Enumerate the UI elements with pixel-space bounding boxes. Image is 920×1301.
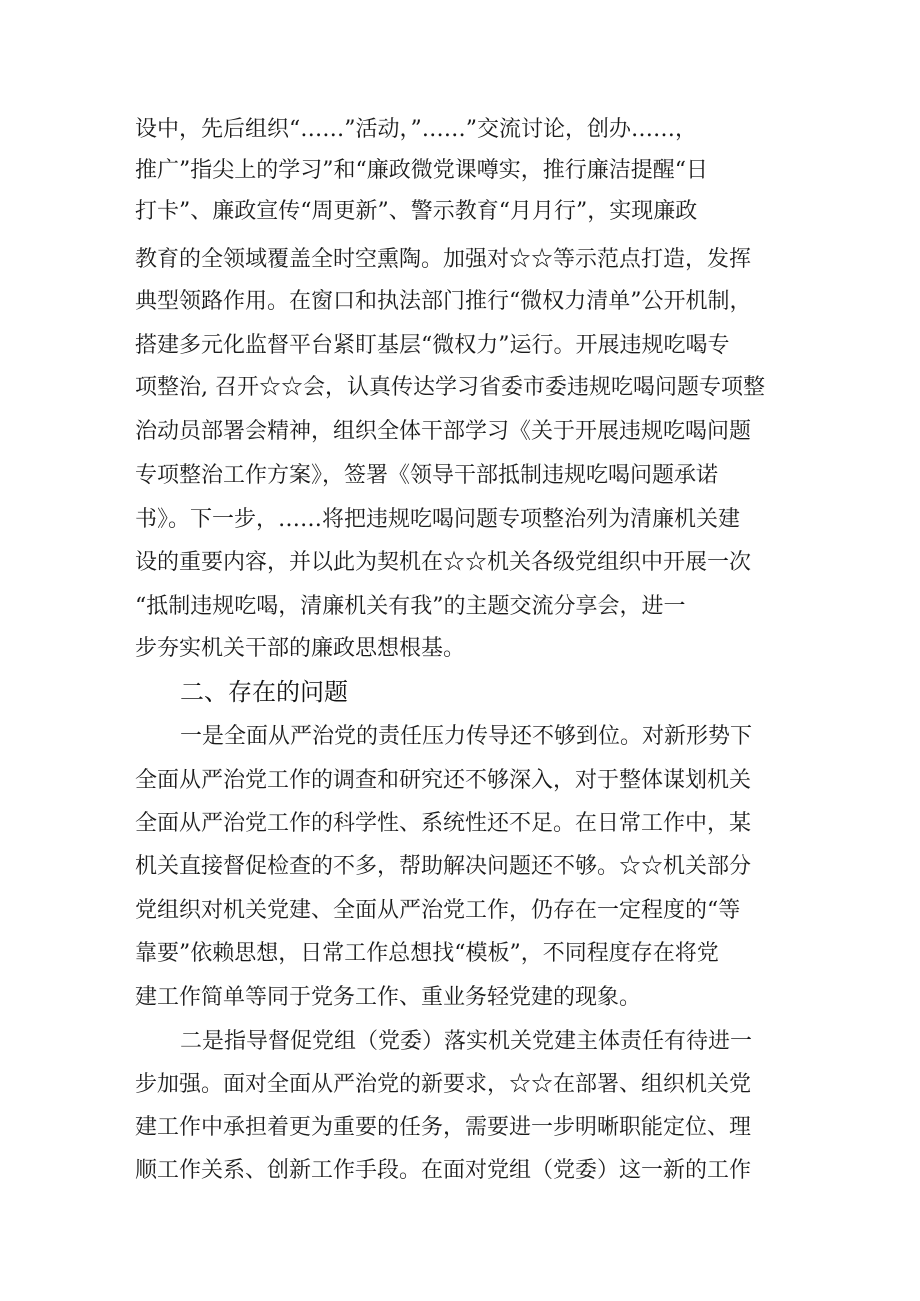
paragraph-1-line-12: “抵制违规吃喝，清廉机关有我”的主题交流分享会，进一 [135,594,686,619]
paragraph-1-line-11: 设的重要内容，并以此为契机在☆☆机关各级党组织中开展一次 [135,550,752,575]
paragraph-1-line-5: 典型领路作用。在窗口和执法部门推行“微权力清单”公开机制， [135,289,752,314]
paragraph-1-line-3: 打卡”、廉政宣传“周更新”、警示教育“月月行”，实现廉政 [135,199,698,224]
paragraph-3-line-1: 二是指导督促党组（党委）落实机关党建主体责任有待进一 [180,1029,753,1054]
paragraph-3-line-2: 步加强。面对全面从严治党的新要求，☆☆在部署、组织机关党 [135,1072,752,1097]
paragraph-1-line-9: 专项整治工作方案》，签署《领导干部抵制违规吃喝问题承诺 [135,463,719,488]
paragraph-1-line-1: 设中，先后组织“……”活动，”……”交流讨论，创办……， [135,117,697,142]
paragraph-1-line-13: 步夯实机关干部的廉政思想根基。 [135,636,466,661]
paragraph-1-line-7: 项整治, 召开☆☆会，认真传达学习省委市委违规吃喝问题专项整 [135,375,765,400]
paragraph-2-line-1: 一是全面从严治党的责任压力传导还不够到位。对新形势下 [180,724,753,749]
paragraph-1-line-10: 书》。下一步，……将把违规吃喝问题专项整治列为清廉机关建 [135,507,741,532]
paragraph-2-line-6: 靠要”依赖思想，日常工作总想找“模板”，不同程度存在将党 [135,941,719,966]
paragraph-2-line-3: 全面从严治党工作的科学性、系统性还不足。在日常工作中，某 [135,811,752,836]
paragraph-1-line-2: 推广”指尖上的学习”和“廉政微党课噂实，推行廉洁提醒“日 [135,158,708,183]
paragraph-1-line-6: 搭建多元化监督平台紧盯基层“微权力”运行。开展违规吃喝专 [135,333,730,358]
paragraph-3-line-3: 建工作中承担着更为重要的任务，需要进一步明晰职能定位、理 [135,1115,752,1140]
paragraph-2-line-7: 建工作简单等同于党务工作、重业务轻党建的现象。 [135,985,642,1010]
section-heading: 二、存在的问题 [180,678,348,706]
paragraph-1-line-8: 治动员部署会精神，组织全体干部学习《关于开展违规吃喝问题 [135,419,752,444]
paragraph-2-line-2: 全面从严治党工作的调查和研究还不够深入，对于整体谋划机关 [135,768,752,793]
paragraph-1-line-4: 教育的全领域覆盖全时空熏陶。加强对☆☆等示范点打造，发挥 [135,247,752,272]
paragraph-2-line-4: 机关直接督促检查的不多，帮助解决问题还不够。☆☆机关部分 [135,854,752,879]
paragraph-2-line-5: 党组织对机关党建、全面从严治党工作，仍存在一定程度的“等 [135,898,741,923]
paragraph-3-line-4: 顺工作关系、创新工作手段。在面对党组（党委）这一新的工作 [135,1158,752,1183]
